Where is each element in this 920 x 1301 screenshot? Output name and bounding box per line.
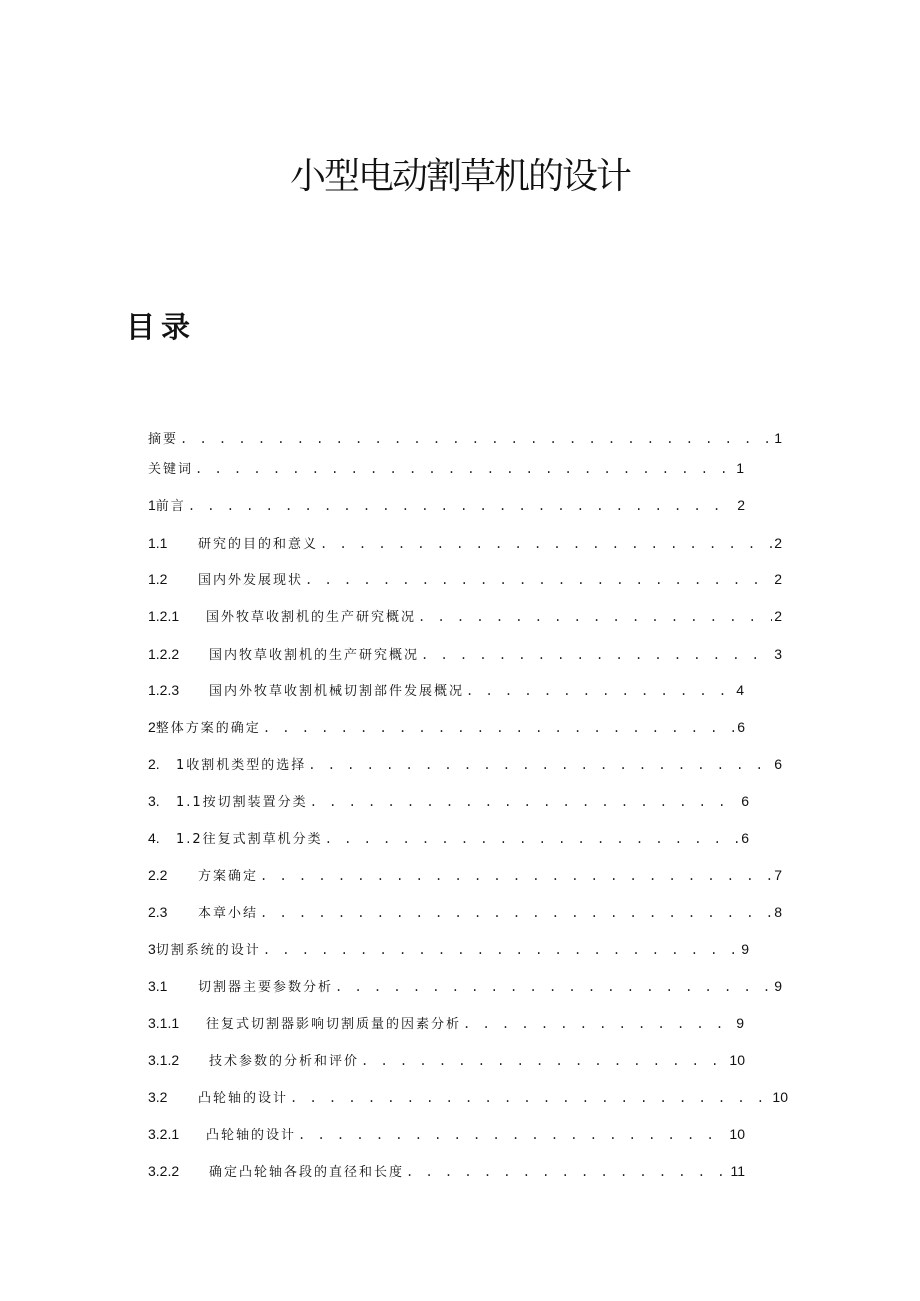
toc-entry-text: 前言 [155, 499, 186, 514]
toc-leader-dots [260, 866, 772, 886]
toc-entry[interactable] [148, 1013, 744, 1033]
toc-page-number: 10 [729, 1126, 745, 1142]
toc-entry-number: 1.2.1 [148, 608, 180, 624]
toc-leader-dots [180, 429, 772, 449]
toc-entry-text: 切割器主要参数分析 [198, 980, 334, 995]
toc-leader-dots [310, 792, 740, 812]
toc-entry[interactable] [148, 428, 782, 448]
toc-page-number: 2 [774, 571, 782, 587]
toc-entry-text: 确定凸轮轴各段的直径和长度 [209, 1165, 405, 1180]
toc-entry-number: 3.2.1 [148, 1126, 180, 1142]
toc-entry-number: 2.3 [148, 904, 168, 920]
toc-entry[interactable] [148, 1050, 745, 1070]
toc-entry[interactable] [148, 791, 749, 811]
toc-entry[interactable] [148, 717, 745, 737]
toc-entry-number: 1.2 [148, 571, 168, 587]
toc-entry[interactable] [148, 1087, 788, 1107]
toc-page-number: 9 [736, 1015, 744, 1031]
toc-entry-text: 方案确定 [198, 869, 259, 884]
toc-page-number: 11 [730, 1163, 745, 1179]
toc-entry-text: 1.2往复式割草机分类 [176, 832, 323, 847]
toc-page-number: 10 [729, 1052, 745, 1068]
toc-entry-text: 技术参数的分析和评价 [209, 1054, 360, 1069]
toc-entry-text: 国外牧草收割机的生产研究概况 [206, 610, 417, 625]
toc-entry[interactable] [148, 865, 782, 885]
toc-page-number: 1 [774, 430, 782, 446]
toc-entry-number: 1 [148, 497, 156, 513]
toc-entry[interactable] [148, 569, 782, 589]
toc-entry-number: 1.2.3 [148, 682, 180, 698]
toc-leader-dots [263, 940, 739, 960]
toc-entry[interactable] [148, 458, 744, 478]
toc-entry-text: 国内外牧草收割机械切割部件发展概况 [209, 684, 465, 699]
toc-page-number: 6 [741, 793, 749, 809]
toc-page-number: 2 [737, 497, 745, 513]
toc-page-number: 6 [737, 719, 745, 735]
toc-leader-dots [320, 534, 772, 554]
toc-leader-dots [298, 1125, 727, 1145]
toc-leader-dots [325, 829, 740, 849]
toc-entry-text: 国内牧草收割机的生产研究概况 [209, 648, 420, 663]
toc-entry-text: 整体方案的确定 [155, 721, 261, 736]
toc-entry-number: 3.1 [148, 978, 168, 994]
toc-entry-text: 凸轮轴的设计 [206, 1128, 297, 1143]
toc-entry-number: 3.1.2 [148, 1052, 180, 1068]
toc-entry[interactable] [148, 644, 782, 664]
toc-entry-text: 摘要 [148, 432, 179, 447]
toc-entry-text: 国内外发展现状 [198, 573, 304, 588]
toc-leader-dots [195, 459, 734, 479]
toc-entry[interactable] [148, 606, 782, 626]
toc-entry-text: 本章小结 [198, 906, 259, 921]
toc-leader-dots [335, 977, 772, 997]
toc-leader-dots [188, 496, 735, 516]
toc-entry[interactable] [148, 533, 782, 553]
toc-entry[interactable] [148, 754, 782, 774]
toc-entry-text: 往复式切割器影响切割质量的因素分析 [206, 1017, 462, 1032]
toc-page-number: 9 [741, 941, 749, 957]
toc-entry-text: 研究的目的和意义 [198, 537, 319, 552]
toc-leader-dots [406, 1162, 728, 1182]
toc-leader-dots [305, 570, 772, 590]
toc-entry-number: 2.2 [148, 867, 168, 883]
toc-page-number: 4 [736, 682, 744, 698]
toc-page-number: 10 [772, 1089, 788, 1105]
toc-leader-dots [418, 607, 772, 627]
toc-entry[interactable] [148, 1161, 745, 1181]
toc-leader-dots [263, 718, 735, 738]
toc-heading: 目录 [126, 310, 197, 344]
toc-entry-number: 3 [148, 941, 156, 957]
toc-entry-number: 3.2.2 [148, 1163, 180, 1179]
toc-page-number: 7 [774, 867, 782, 883]
toc-page-number: 9 [774, 978, 782, 994]
document-title: 小型电动割草机的设计 [289, 156, 630, 197]
toc-entry[interactable] [148, 902, 782, 922]
toc-entry-text: 切割系统的设计 [155, 943, 261, 958]
toc-entry-text: 1收割机类型的选择 [176, 758, 307, 773]
toc-entry[interactable] [148, 680, 744, 700]
toc-leader-dots [290, 1088, 770, 1108]
toc-page-number: 6 [741, 830, 749, 846]
toc-entry[interactable] [148, 1124, 745, 1144]
toc-entry[interactable] [148, 828, 749, 848]
toc-page-number: 2 [774, 535, 782, 551]
toc-entry[interactable] [148, 939, 749, 959]
toc-entry-number: 1.2.2 [148, 646, 180, 662]
toc-entry-text: 1.1按切割装置分类 [176, 795, 308, 810]
toc-entry-text: 凸轮轴的设计 [198, 1091, 289, 1106]
toc-entry-number: 2. [148, 756, 160, 772]
toc-leader-dots [361, 1051, 727, 1071]
toc-leader-dots [260, 903, 772, 923]
toc-page-number: 8 [774, 904, 782, 920]
toc-page-number: 2 [774, 608, 782, 624]
toc-leader-dots [466, 681, 734, 701]
toc-entry-number: 3.2 [148, 1089, 168, 1105]
toc-page-number: 1 [736, 460, 744, 476]
toc-entry[interactable] [148, 495, 745, 515]
toc-leader-dots [421, 645, 772, 665]
toc-leader-dots [308, 755, 772, 775]
toc-entry-text: 关键词 [148, 462, 194, 477]
toc-leader-dots [463, 1014, 734, 1034]
toc-entry-number: 3.1.1 [148, 1015, 180, 1031]
toc-page-number: 6 [774, 756, 782, 772]
toc-entry[interactable] [148, 976, 782, 996]
toc-entry-number: 1.1 [148, 535, 168, 551]
toc-page-number: 3 [774, 646, 782, 662]
toc-entry-number: 2 [148, 719, 156, 735]
toc-entry-number: 4. [148, 830, 160, 846]
toc-entry-number: 3. [148, 793, 160, 809]
